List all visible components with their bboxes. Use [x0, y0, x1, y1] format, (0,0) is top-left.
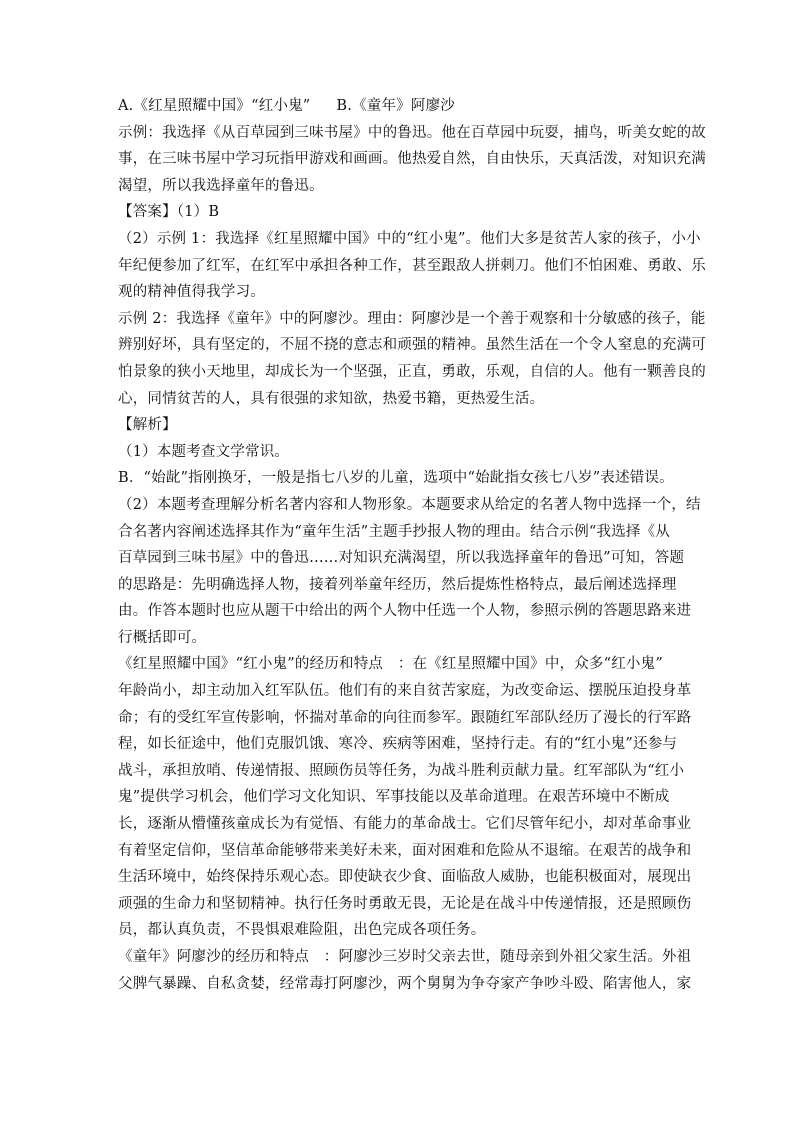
analysis-line: 战斗，承担放哨、传递情报、照顾伤员等任务，为战斗胜利贡献力量。红军部队为“红小 [118, 762, 685, 779]
analysis-line: 程，如长征途中，他们克服饥饿、寒冷、疾病等困难，坚持行走。有的“红小鬼”还参与 [118, 736, 678, 753]
analysis-line: 长，逐渐从懵懂孩童成长为有觉悟、有能力的革命战士。它们尽管年纪小，却对革命事业 [118, 816, 692, 833]
answer-line: 怕景象的狭小天地里，却成长为一个坚强，正直，勇敢，乐观，自信的人。他有一颗善良的 [118, 363, 706, 380]
analysis-line: 鬼”提供学习机会，他们学习文化知识、军事技能以及革命道理。在艰苦环境中不断成 [118, 789, 670, 806]
answer-line: 年纪便参加了红军，在红军中承担各种工作，甚至跟敌人拼刺刀。他们不怕困难、勇敢、乐 [118, 257, 706, 274]
analysis-heading: 【解析】 [118, 417, 177, 434]
answer-line: 辨别好坏，具有坚定的，不屈不挠的意志和顽强的精神。虽然生活在一个令人窒息的充满可 [118, 337, 706, 354]
analysis-line: 有着坚定信仰，坚信革命能够带来美好未来，面对困难和危险从不退缩。在艰苦的战争和 [118, 842, 692, 859]
option-b: B.《童年》阿廖沙 [336, 98, 455, 114]
answer-line: 观的精神值得我学习。 [118, 284, 265, 301]
example-line: 事，在三味书屋中学习玩指甲游戏和画画。他热爱自然，自由快乐，天真活泼，对知识充满 [118, 151, 706, 168]
analysis-line: 合名著内容阐述选择其作为“童年生活”主题手抄报人物的理由。结合示例“我选择《从 [118, 523, 671, 540]
answer-line: （2）示例 1：我选择《红星照耀中国》中的“红小鬼”。他们大多是贫苦人家的孩子，小小 [118, 230, 701, 247]
analysis-line: 生活环境中，始终保持乐观心态。即使缺衣少食、面临敌人威胁，也能积极面对，展现出 [118, 869, 692, 886]
analysis-line: 父脾气暴躁、自私贪婪，经常毒打阿廖沙，两个舅舅为争夺家产争吵斗殴、陷害他人，家 [118, 975, 692, 992]
analysis-line: 的思路是：先明确选择人物，接着列举童年经历，然后提炼性格特点，最后阐述选择理 [118, 576, 677, 593]
analysis-line: 行概括即可。 [118, 629, 207, 646]
answer-line: 心，同情贫苦的人，具有很强的求知欲，热爱书籍，更热爱生活。 [118, 390, 545, 407]
analysis-line: 命；有的受红军宣传影响，怀揣对革命的向往而参军。跟随红军部队经历了漫长的行军路 [118, 709, 692, 726]
example-line: 渴望，所以我选择童年的鲁迅。 [118, 177, 324, 194]
analysis-line: 顽强的生命力和坚韧精神。执行任务时勇敢无畏，无论是在战斗中传递情报，还是照顾伤 [118, 895, 692, 912]
analysis-line: 员，都认真负责，不畏惧艰难险阻，出色完成各项任务。 [118, 922, 486, 939]
option-line [118, 93, 678, 120]
analysis-line: （2）本题考查理解分析名著内容和人物形象。本题要求从给定的名著人物中选择一个，结 [118, 496, 701, 513]
answer-heading: 【答案】（1）B [118, 204, 220, 221]
analysis-line: 由。作答本题时也应从题干中给出的两个人物中任选一个人物，参照示例的答题思路来进 [118, 603, 692, 620]
document-page [118, 93, 706, 997]
analysis-line: 《童年》阿廖沙的经历和特点 ：阿廖沙三岁时父亲去世，随母亲到外祖父家生活。外祖 [118, 949, 692, 965]
analysis-line: 《红星照耀中国》“红小鬼”的经历和特点 ：在《红星照耀中国》中，众多“红小鬼” [118, 656, 663, 673]
answer-line: 示例 2：我选择《童年》中的阿廖沙。理由：阿廖沙是一个善于观察和十分敏感的孩子，能 [118, 310, 706, 327]
analysis-line: （1）本题考查文学常识。 [118, 443, 290, 460]
analysis-line: 百草园到三味书屋》中的鲁迅……对知识充满渴望，所以我选择童年的鲁迅”可知，答题 [118, 550, 685, 567]
analysis-line: 年龄尚小，却主动加入红军队伍。他们有的来自贫苦家庭，为改变命运、摆脱压迫投身革 [118, 683, 692, 700]
analysis-line: B．“始龀”指刚换牙，一般是指七八岁的儿童，选项中“始龀指女孩七八岁”表述错误。 [118, 470, 674, 487]
option-a: A.《红星照耀中国》“红小鬼” [118, 98, 311, 114]
example-line: 示例：我选择《从百草园到三味书屋》中的鲁迅。他在百草园中玩耍，捕鸟，听美女蛇的故 [118, 124, 706, 141]
